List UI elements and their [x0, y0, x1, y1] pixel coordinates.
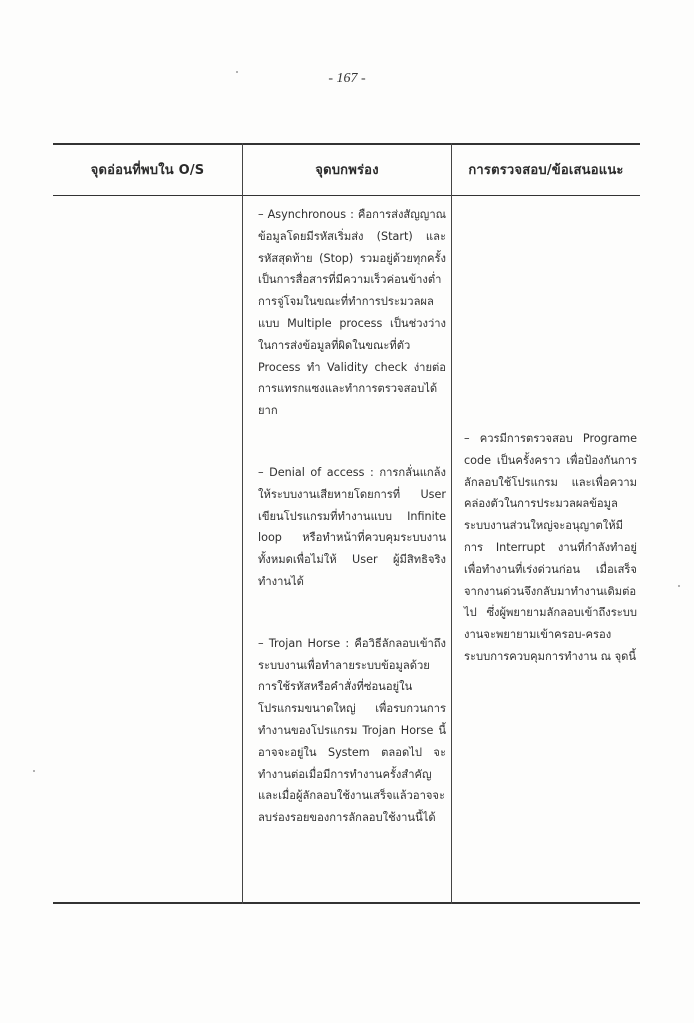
table-bottom-rule [53, 902, 640, 904]
header-bottom-rule [53, 195, 640, 196]
column-divider-1 [242, 143, 243, 904]
column-divider-2 [451, 143, 452, 904]
header-weakness-os: จุดอ่อนที่พบใน O/S [90, 162, 205, 178]
header-deficiency: จุดบกพร่อง [315, 162, 379, 178]
findings-table [53, 143, 640, 904]
paragraph-recommendation: – ควรมีการตรวจสอบ Programe code เป็นครั้งคราว เพื่อป้องกันการลักลอบใช้โปรแกรม และเพื่อความคล่องตัวในการประมวลผลข้อมูล ระบบงานส่วนใหญ่จะอนุญาตให้มีการ Interrupt งานที่กำลังทำอยู่ เพื่อทำงานที่เร่งด่วนก่อน เมื่อเสร็จจากงานด่วนจึงกลับมาทำงานเดิมต่อไป ซึ่งผู้พยายามลักลอบเข้าถึงระบบงานจะพยายามเข้าครอบ-ครองระบบการควบคุมการทำงาน ณ จุดนี้ [464, 432, 637, 663]
scan-speck [33, 770, 35, 772]
page-number: - 167 - [328, 71, 366, 86]
paragraph-trojan-horse: – Trojan Horse : คือวิธีลักลอบเข้าถึงระบบงานเพื่อทำลายระบบข้อมูลด้วยการใช้รหัสหรือคำสั่งที่ซ่อนอยู่ในโปรแกรมขนาดใหญ่ เพื่อรบกวนการทำงานของโปรแกรม Trojan Horse นี้อาจจะอยู่ใน System ตลอดไป จะทำงานต่อเมื่อมีการทำงานครั้งสำคัญและเมื่อผู้ลักลอบใช้งานเสร็จแล้วอาจจะลบร่องรอยของการลักลอบใช้งานนี้ได้ [258, 636, 446, 825]
deficiency-column [258, 204, 446, 829]
recommendation-column [464, 428, 637, 668]
scan-speck [236, 71, 238, 73]
paragraph-asynchronous: – Asynchronous : คือการส่งสัญญาณข้อมูลโดยมีรหัสเริ่มส่ง (Start) และรหัสสุดท้าย (Stop) รวมอยู่ด้วยทุกครั้งเป็นการสื่อสารที่มีความเร็วค่อนข้างต่ำการจู่โจมในขณะที่ทำการประมวลผลแบบ Multiple process เป็นช่วงว่างในการส่งข้อมูลที่ผิดในขณะที่ตัว Process ทำ Validity check ง่ายต่อการแทรกแซงและทำการตรวจสอบได้ยาก [258, 208, 446, 418]
header-audit-recommendation: การตรวจสอบ/ข้อเสนอแนะ [468, 162, 624, 178]
paragraph-denial-of-access: – Denial of access : การกลั่นแกล้งให้ระบบงานเสียหายโดยการที่ User เขียนโปรแกรมที่ทำงานแบบ Infinite loop หรือทำหน้าที่ควบคุมระบบงานทั้งหมดเพื่อไม่ให้ User ผู้มีสิทธิจริงทำงานได้ [258, 465, 446, 588]
scan-speck [678, 585, 680, 587]
